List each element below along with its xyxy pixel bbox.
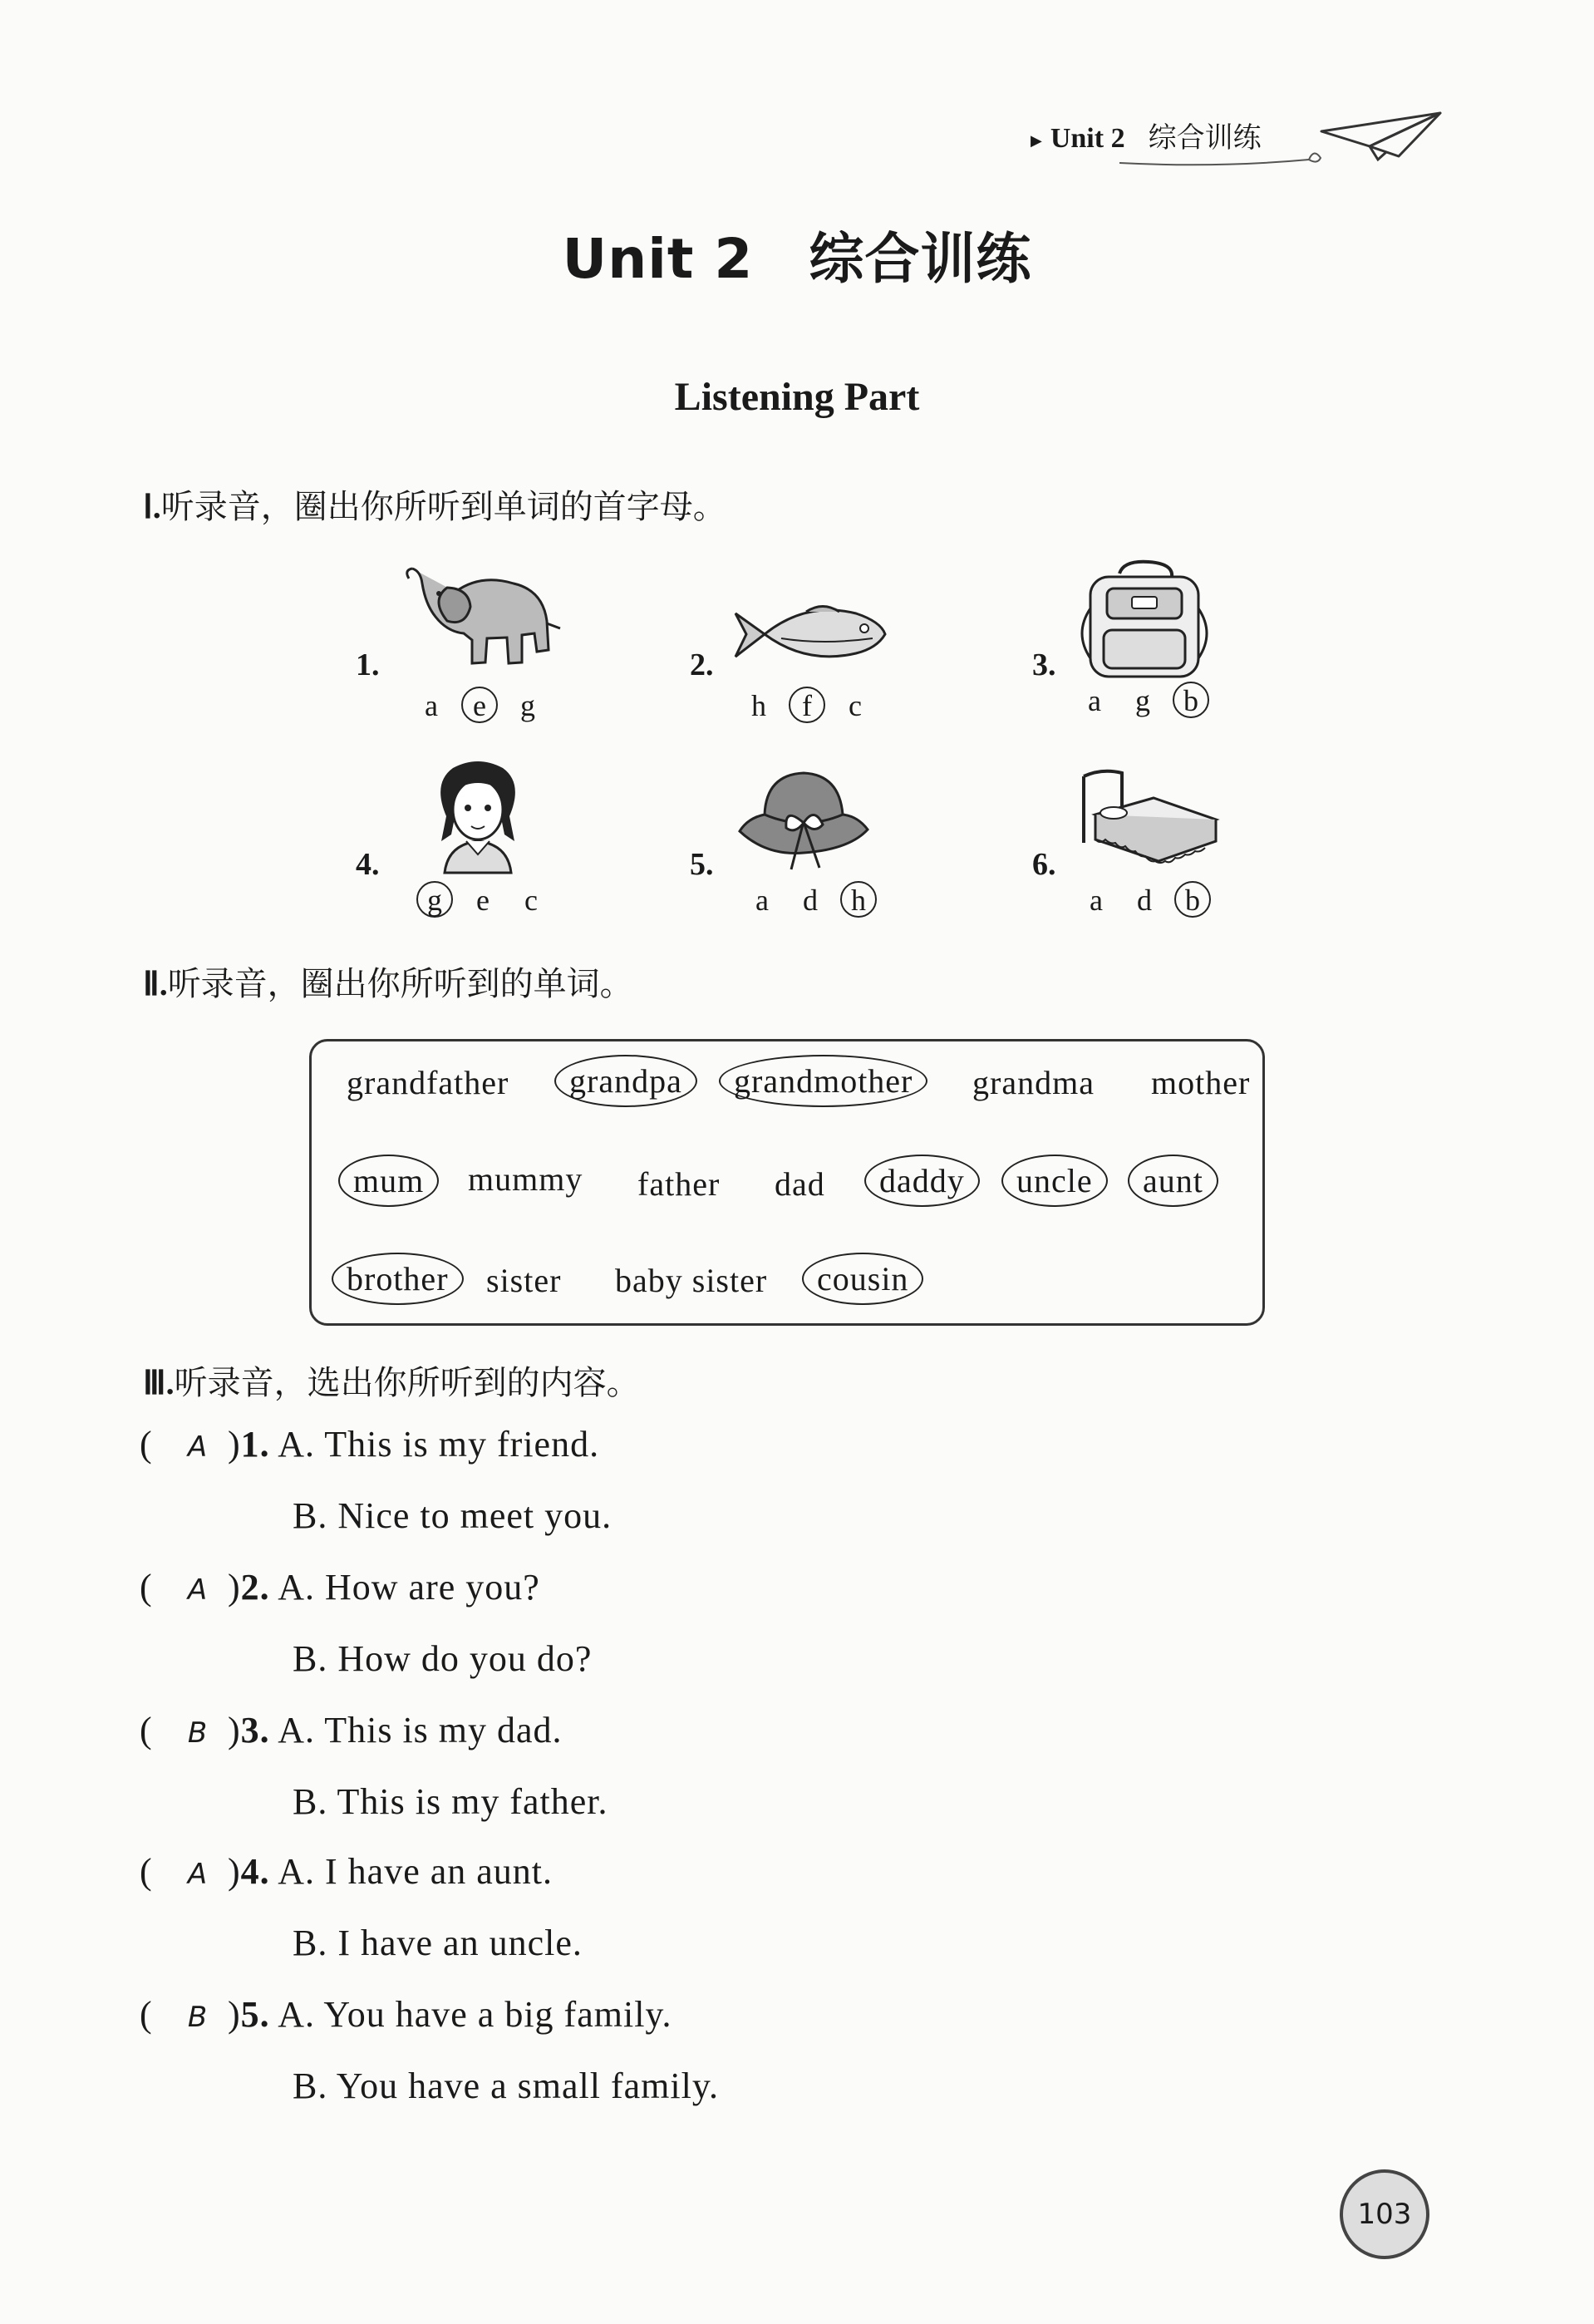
running-header: [1031, 115, 1262, 155]
option-a: A. You have a big family.: [278, 1994, 672, 2035]
section-2-heading: [143, 958, 633, 1005]
bag-icon: [1074, 559, 1215, 683]
answer-blank[interactable]: B: [187, 2001, 209, 2034]
question-2-option-b: B. How do you do?: [293, 1638, 593, 1679]
word-option[interactable]: mummy: [468, 1160, 583, 1198]
word-option[interactable]: sister: [486, 1262, 562, 1299]
header-underline-decoration: [1118, 151, 1326, 176]
word-option-circled[interactable]: daddy: [864, 1155, 980, 1207]
paren-close: ): [228, 1994, 241, 2035]
page-number: 103: [1340, 2169, 1429, 2259]
answer-blank[interactable]: A: [187, 1858, 209, 1891]
triangle-bullet-icon: ▶: [1031, 131, 1042, 149]
letter-option[interactable]: e: [476, 884, 490, 917]
section-3-heading: [143, 1356, 640, 1404]
option-a: A. I have an aunt.: [278, 1851, 553, 1892]
item-6-letters: [1072, 881, 1217, 918]
letter-option-circled[interactable]: f: [789, 687, 825, 723]
word-option[interactable]: mother: [1151, 1064, 1251, 1101]
letter-option[interactable]: g: [520, 689, 535, 722]
answer-blank[interactable]: A: [187, 1573, 209, 1607]
letter-option-circled[interactable]: g: [416, 881, 453, 918]
question-5-option-b: B. You have a small family.: [293, 2066, 719, 2106]
word-option[interactable]: grandma: [972, 1064, 1095, 1101]
paren-open: (: [140, 1851, 153, 1892]
letter-option[interactable]: a: [755, 884, 769, 917]
letter-option[interactable]: c: [849, 689, 862, 722]
fish-icon: [731, 597, 889, 672]
item-2-letters: [735, 687, 879, 724]
section-3-instruction: 听录音，选出你所听到的内容。: [174, 1364, 640, 1402]
answer-blank[interactable]: B: [187, 1716, 209, 1750]
item-6-number: 6.: [1032, 847, 1056, 882]
girl-icon: [428, 758, 528, 874]
option-a: A. This is my dad.: [278, 1710, 563, 1750]
paren-open: (: [140, 1994, 153, 2035]
word-option-circled[interactable]: cousin: [802, 1253, 923, 1305]
letter-option[interactable]: d: [1137, 884, 1152, 917]
paren-close: ): [228, 1710, 241, 1750]
letter-option-circled[interactable]: e: [461, 687, 498, 723]
item-2-number: 2.: [690, 647, 714, 682]
paren-close: ): [228, 1851, 241, 1892]
question-2: [140, 1566, 540, 1608]
option-a: A. This is my friend.: [278, 1424, 600, 1465]
letter-option-circled[interactable]: h: [840, 881, 877, 918]
question-number: 3.: [240, 1710, 270, 1750]
question-4: [140, 1850, 553, 1893]
paren-open: (: [140, 1710, 153, 1750]
item-1-letters: [407, 687, 552, 724]
word-option-circled[interactable]: grandpa: [554, 1055, 697, 1107]
running-header-section: 综合训练: [1148, 121, 1262, 155]
section-2-number: Ⅱ.: [143, 965, 168, 1002]
section-3-number: Ⅲ.: [143, 1364, 175, 1401]
word-option[interactable]: baby sister: [615, 1262, 768, 1299]
paren-open: (: [140, 1567, 153, 1608]
item-5-letters: [738, 881, 883, 918]
item-4-letters: [411, 881, 555, 918]
question-number: 5.: [240, 1994, 270, 2035]
question-number: 2.: [240, 1567, 270, 1608]
paren-close: ): [228, 1424, 241, 1465]
word-option[interactable]: father: [637, 1165, 721, 1203]
elephant-icon: [397, 559, 563, 679]
word-box: [309, 1039, 1265, 1326]
letter-option[interactable]: a: [425, 689, 438, 722]
item-3-letters: [1070, 682, 1215, 719]
section-1-number: Ⅰ.: [143, 488, 161, 525]
question-1-option-b: B. Nice to meet you.: [293, 1495, 613, 1536]
answer-blank[interactable]: A: [187, 1430, 209, 1464]
section-2-instruction: 听录音，圈出你所听到的单词。: [167, 965, 633, 1003]
letter-option-circled[interactable]: b: [1174, 881, 1211, 918]
part-title: Listening Part: [674, 375, 920, 419]
letter-option[interactable]: c: [524, 884, 538, 917]
word-option-circled[interactable]: grandmother: [719, 1055, 927, 1107]
word-option-circled[interactable]: uncle: [1001, 1155, 1108, 1207]
question-5: [140, 1993, 672, 2036]
bed-icon: [1079, 768, 1224, 868]
question-3: [140, 1709, 563, 1751]
option-a: A. How are you?: [278, 1567, 540, 1608]
item-5-number: 5.: [690, 847, 714, 882]
word-option-circled[interactable]: brother: [332, 1253, 464, 1305]
item-1-number: 1.: [356, 647, 380, 682]
question-3-option-b: B. This is my father.: [293, 1781, 608, 1822]
letter-option[interactable]: a: [1090, 884, 1103, 917]
question-number: 1.: [240, 1424, 270, 1465]
paren-close: ): [228, 1567, 241, 1608]
word-option-circled[interactable]: mum: [338, 1155, 439, 1207]
question-number: 4.: [240, 1851, 270, 1892]
paper-plane-icon: [1320, 106, 1444, 165]
letter-option-circled[interactable]: b: [1173, 682, 1209, 718]
section-1-instruction: 听录音，圈出你所听到单词的首字母。: [160, 488, 726, 526]
section-1-heading: [143, 480, 726, 528]
letter-option[interactable]: h: [751, 689, 766, 722]
paren-open: (: [140, 1424, 153, 1465]
page-title: Unit 2 综合训练: [562, 227, 1032, 291]
question-1: [140, 1423, 599, 1465]
word-option[interactable]: grandfather: [347, 1064, 509, 1101]
item-3-number: 3.: [1032, 647, 1056, 682]
item-4-number: 4.: [356, 847, 380, 882]
word-option[interactable]: dad: [775, 1165, 825, 1203]
question-4-option-b: B. I have an uncle.: [293, 1923, 583, 1963]
running-header-unit: Unit 2: [1050, 123, 1125, 154]
word-option-circled[interactable]: aunt: [1128, 1155, 1218, 1207]
letter-option[interactable]: a: [1088, 684, 1101, 717]
letter-option[interactable]: d: [803, 884, 818, 917]
letter-option[interactable]: g: [1135, 684, 1150, 717]
hat-icon: [733, 766, 874, 874]
